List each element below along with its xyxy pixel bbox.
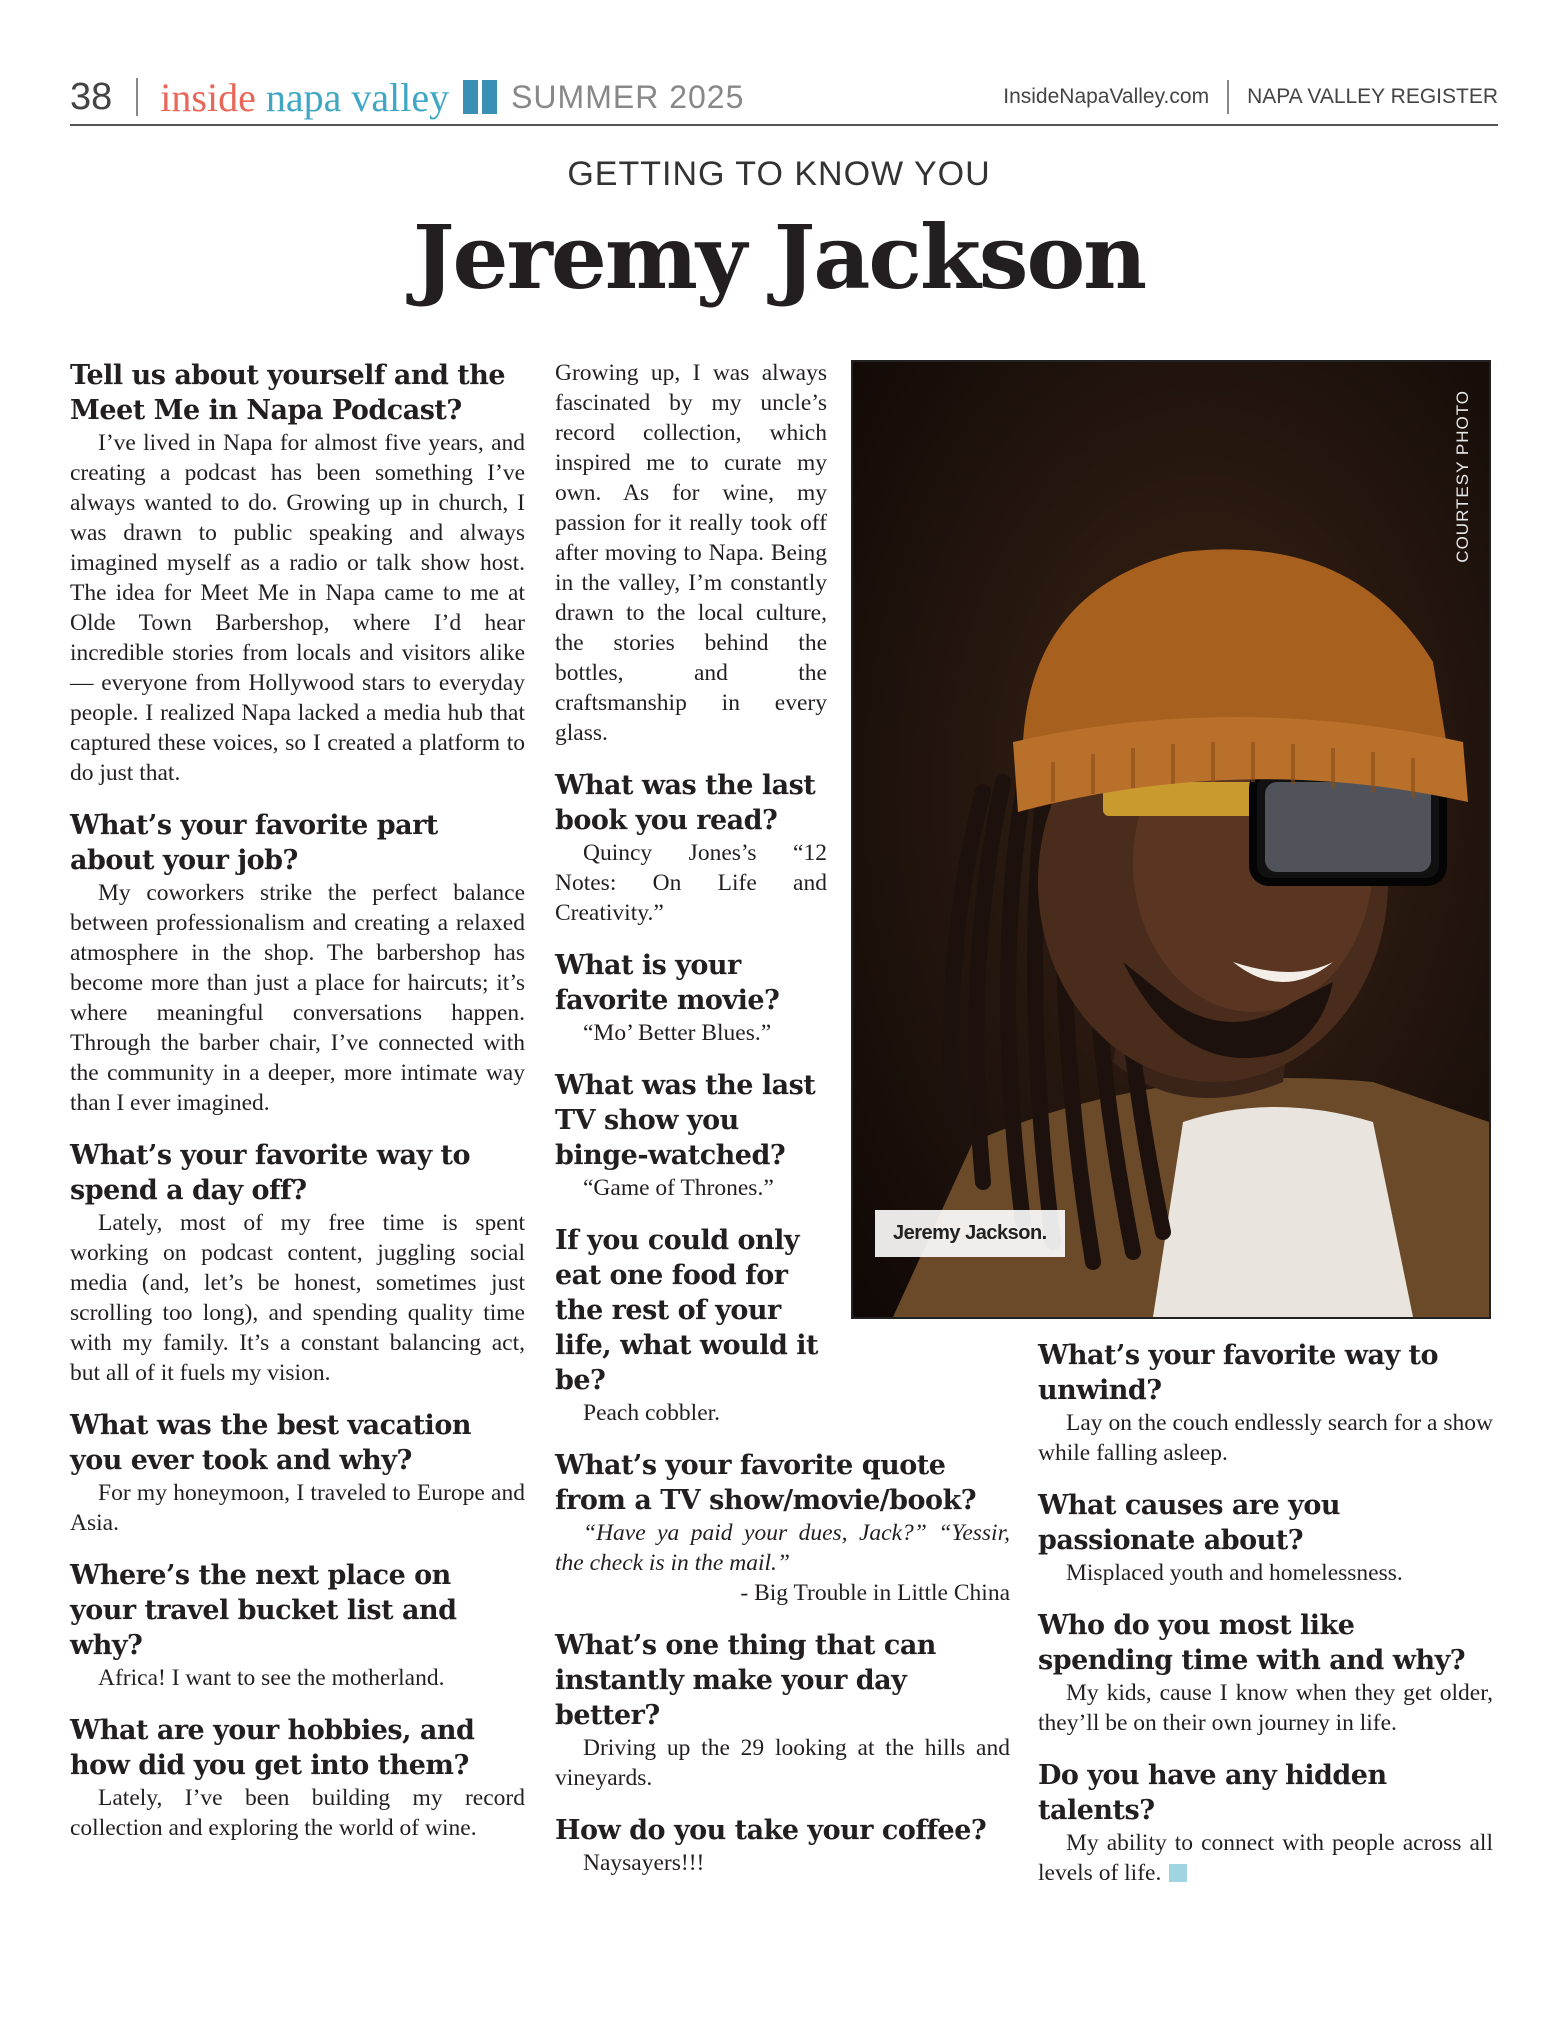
- answer: Peach cobbler.: [583, 1400, 721, 1426]
- photo-caption: Jeremy Jackson.: [875, 1210, 1065, 1257]
- portrait-illustration: [853, 362, 1489, 1317]
- portrait-photo: [851, 360, 1491, 1319]
- answer: “Game of Thrones.”: [583, 1175, 774, 1201]
- question: What’s your favorite part about your job?: [70, 810, 438, 876]
- question: What was the last TV show you binge-watched?: [555, 1070, 816, 1171]
- page-number: 38: [70, 75, 113, 118]
- question: How do you take your coffee?: [555, 1815, 987, 1846]
- question: What are your hobbies, and how did you get into them?: [70, 1715, 475, 1781]
- answer: Lately, I’ve been building my record collection and exploring the world of wine.: [70, 1785, 525, 1841]
- answer: My coworkers strike the perfect balance between professionalism and creating a relaxed atmosphere in the shop. The barbershop has become more than just a place for haircuts; it’s where meaningful conversations happen. Through the barber chair, I’ve connected with the community in a deeper, more intimate way than I ever imagined.: [70, 880, 525, 1116]
- column-1: [70, 358, 525, 1863]
- publication-name: NAPA VALLEY REGISTER: [1247, 85, 1498, 108]
- brand-napa-valley: napa valley: [265, 74, 450, 120]
- question: What was the best vacation you ever took and why?: [70, 1410, 471, 1476]
- question: Who do you most like spending time with and why?: [1038, 1610, 1466, 1676]
- question: What causes are you passionate about?: [1038, 1490, 1340, 1556]
- answer: Lately, most of my free time is spent working on podcast content, juggling social media (and, let’s be honest, sometimes just scrolling too long), and spending quality time with my family. It’s a constant balancing act, but all of it fuels my vision.: [70, 1210, 525, 1386]
- photo-credit: COURTESY PHOTO: [1453, 390, 1472, 563]
- answer-quote: “Have ya paid your dues, Jack?” “Yessir, the check is in the mail.”: [555, 1520, 1010, 1576]
- header-divider: [136, 78, 138, 116]
- question: Tell us about yourself and the Meet Me in Napa Podcast?: [70, 360, 506, 426]
- question: Where’s the next place on your travel bucket list and why?: [70, 1560, 457, 1661]
- question: What’s your favorite way to spend a day off?: [70, 1140, 471, 1206]
- issue-season: SUMMER 2025: [511, 78, 745, 115]
- answer: Misplaced youth and homelessness.: [1066, 1560, 1403, 1586]
- header-left: [70, 70, 744, 124]
- answer: Driving up the 29 looking at the hills and vineyards.: [555, 1735, 1010, 1791]
- answer-final: [1038, 1828, 1493, 1888]
- page-header: [70, 70, 1498, 126]
- brand-inside: inside: [160, 74, 256, 120]
- answer: For my honeymoon, I traveled to Europe and Asia.: [70, 1480, 525, 1536]
- article-title: Jeremy Jackson: [412, 205, 1146, 309]
- answer: Naysayers!!!: [583, 1850, 705, 1876]
- answer: Africa! I want to see the motherland.: [98, 1665, 445, 1691]
- question: What was the last book you read?: [555, 770, 816, 836]
- column-3: [1038, 1338, 1493, 1908]
- section-kicker: GETTING TO KNOW YOU: [567, 155, 991, 193]
- brand-square-icon: [482, 80, 497, 114]
- question: What is your favorite movie?: [555, 950, 780, 1016]
- answer: My kids, cause I know when they get older, they’ll be on their own journey in life.: [1038, 1680, 1493, 1736]
- end-mark-icon: [1169, 1864, 1187, 1882]
- question: Do you have any hidden talents?: [1038, 1760, 1387, 1826]
- answer: I’ve lived in Napa for almost five years, and creating a podcast has been something I’ve always wanted to do. Growing up in church, I was drawn to public speaking and always imagined myself as a radio or talk show host. The idea for Meet Me in Napa came to me at Olde Town Barbershop, where I’d hear incredible stories from locals and visitors alike — everyone from Hollywood stars to everyday people. I realized Napa lacked a media hub that captured these voices, so I created a platform to do just that.: [70, 430, 525, 786]
- answer: Lay on the couch endlessly search for a show while falling asleep.: [1038, 1410, 1493, 1466]
- brand-square-icon: [463, 80, 478, 114]
- answer-continued: Growing up, I was always fascinated by my uncle’s record collection, which inspired me to curate my own. As for wine, my passion for it really took off after moving to Napa. Being in the valley, I’m constantly drawn to the local culture, the stories behind the bottles, and the craftsmanship in every glass.: [555, 360, 827, 746]
- question: What’s your favorite quote from a TV show/movie/book?: [555, 1450, 977, 1516]
- answer: Quincy Jones’s “12 Notes: On Life and Creativity.”: [555, 840, 827, 926]
- quote-attribution: - Big Trouble in Little China: [740, 1580, 1010, 1606]
- wide-qa-block: [555, 1448, 1010, 1878]
- website: InsideNapaValley.com: [1003, 85, 1210, 108]
- answer-text: My ability to connect with people across all levels of life.: [1038, 1830, 1493, 1886]
- question: If you could only eat one food for the rest of your life, what would it be?: [555, 1225, 818, 1396]
- header-divider: [1227, 80, 1229, 114]
- header-right: [1003, 70, 1498, 124]
- question: What’s one thing that can instantly make your day better?: [555, 1630, 936, 1731]
- answer: “Mo’ Better Blues.”: [583, 1020, 772, 1046]
- question: What’s your favorite way to unwind?: [1038, 1340, 1439, 1406]
